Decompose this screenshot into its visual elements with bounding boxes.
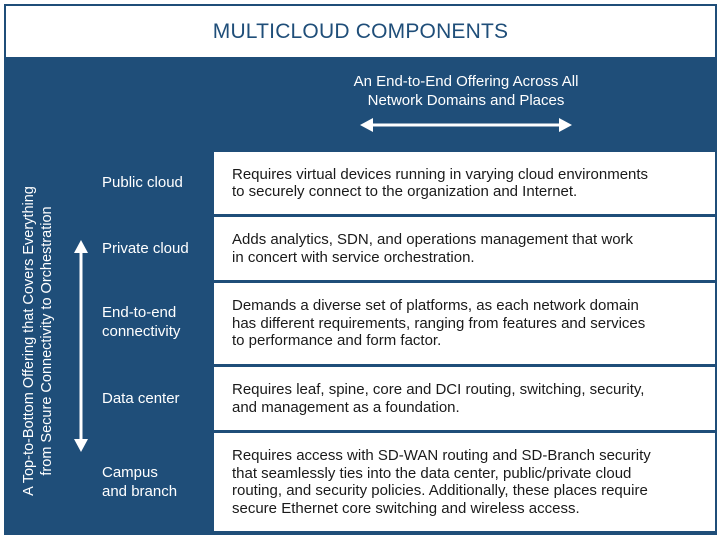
description-line: Demands a diverse set of platforms, as each network domain bbox=[232, 297, 639, 315]
double-headed-horizontal-arrow-icon bbox=[360, 116, 572, 134]
horizontal-axis-label-line-2: Network Domains and Places bbox=[367, 92, 565, 109]
description-line: that seamlessly ties into the data center, public/private cloud bbox=[232, 464, 632, 482]
description-line: Adds analytics, SDN, and operations management that work bbox=[232, 231, 634, 248]
row-description-data-center bbox=[214, 367, 715, 430]
description-line: secure Ethernet core switching and wireless access. bbox=[232, 499, 580, 517]
row-label-campus-and-branch bbox=[102, 463, 177, 501]
row-label-line: Data center bbox=[102, 390, 180, 407]
double-headed-vertical-arrow-icon bbox=[72, 240, 90, 452]
description-line: routing, and security policies. Additionally, these places require bbox=[232, 482, 648, 499]
row-label-line: Private cloud bbox=[102, 240, 189, 257]
description-line: has different requirements, ranging from features and services bbox=[232, 314, 646, 332]
description-line: to securely connect to the organization and Internet. bbox=[232, 183, 578, 200]
description-line: Requires virtual devices running in varying cloud environments bbox=[232, 165, 649, 183]
row-label-end-to-end-connectivity bbox=[102, 303, 180, 341]
vertical-axis-label-line-1: A Top-to-Bottom Offering that Covers Everything bbox=[21, 186, 37, 496]
diagram-title: MULTICLOUD COMPONENTS bbox=[6, 6, 715, 59]
vertical-axis-label-line-2: from Secure Connectivity to Orchestration bbox=[39, 206, 55, 476]
horizontal-axis-label bbox=[316, 72, 616, 110]
vertical-axis-label bbox=[20, 161, 56, 521]
description-line: and management as a foundation. bbox=[232, 398, 460, 416]
row-label-line: and branch bbox=[102, 483, 178, 500]
description-line: Requires leaf, spine, core and DCI routing, switching, security, bbox=[232, 381, 645, 398]
row-label-line: Campus bbox=[102, 464, 158, 481]
description-line: to performance and form factor. bbox=[232, 332, 442, 350]
diagram-frame bbox=[4, 4, 717, 535]
description-line: in concert with service orchestration. bbox=[232, 248, 475, 266]
row-description-private-cloud bbox=[214, 217, 715, 280]
row-label-data-center bbox=[102, 389, 180, 408]
row-label-line: connectivity bbox=[102, 323, 181, 340]
row-description-campus-and-branch bbox=[214, 433, 715, 531]
row-description-public-cloud bbox=[214, 152, 715, 214]
row-label-public-cloud bbox=[102, 173, 183, 192]
description-line: Requires access with SD-WAN routing and SD-Branch security bbox=[232, 447, 651, 464]
horizontal-axis-label-line-1: An End-to-End Offering Across All bbox=[353, 73, 579, 90]
row-label-line: Public cloud bbox=[102, 174, 183, 191]
row-description-end-to-end-connectivity bbox=[214, 283, 715, 364]
row-label-line: End-to-end bbox=[102, 304, 177, 321]
row-label-private-cloud bbox=[102, 239, 189, 258]
